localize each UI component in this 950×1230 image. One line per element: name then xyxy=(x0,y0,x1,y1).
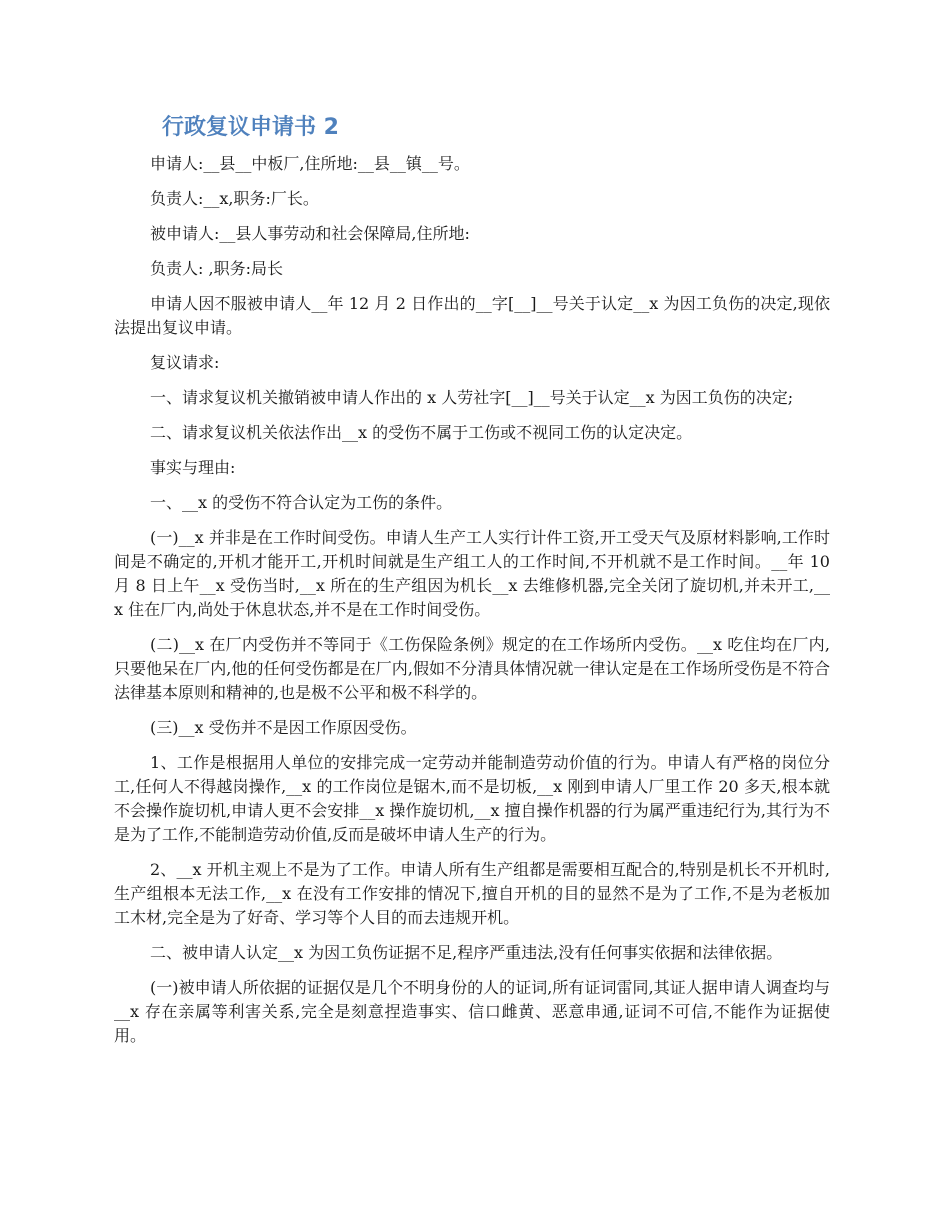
paragraph-applicant: 申请人:__县__中板厂,住所地:__县__镇__号。 xyxy=(150,154,470,173)
paragraph-reason-1-2: (二)__x 在厂内受伤并不等同于《工伤保险条例》规定的在工作场所内受伤。__x 吃住均在厂内,只要他呆在厂内,他的任何受伤都是在厂内,假如不分清具体情况就一律认定是在工作场所受伤是不符合法律基本原则和精神的,也是极不公平和极不科学的。 xyxy=(114,635,830,702)
paragraph-reason-2: 二、被申请人认定__x 为因工负伤证据不足,程序严重违法,没有任何事实依据和法律依据。 xyxy=(150,943,783,962)
paragraph-respondent-head: 负责人: ,职务:局长 xyxy=(150,259,283,278)
paragraph-reason-1-3-a: 1、工作是根据用人单位的安排完成一定劳动并能制造劳动价值的行为。申请人有严格的岗位分工,任何人不得越岗操作,__x 的工作岗位是锯木,而不是切板,__x 刚到申请人厂里工作 20 多天,根本就不会操作旋切机,申请人更不会安排__x 操作旋切机,__x 擅自操作机器的行为属严重违纪行为,其行为不是为了工作,不能制造劳动价值,反而是破坏申请人生产的行为。 xyxy=(114,753,830,844)
paragraph-request-1: 一、请求复议机关撤销被申请人作出的 x 人劳社字[__]__号关于认定__x 为因工负伤的决定; xyxy=(150,388,794,407)
paragraph-intro: 申请人因不服被申请人__年 12 月 2 日作出的__字[__]__号关于认定__x 为因工负伤的决定,现依法提出复议申请。 xyxy=(114,294,830,337)
paragraph-applicant-head: 负责人:__x,职务:厂长。 xyxy=(150,189,319,208)
document-title: 行政复议申请书 2 xyxy=(162,115,339,140)
paragraph-reason-1: 一、__x 的受伤不符合认定为工伤的条件。 xyxy=(150,493,453,512)
paragraph-requests-heading: 复议请求: xyxy=(150,353,220,372)
paragraph-respondent: 被申请人:__县人事劳动和社会保障局,住所地: xyxy=(150,224,470,243)
paragraph-reason-2-1: (一)被申请人所依据的证据仅是几个不明身份的人的证词,所有证词雷同,其证人据申请人调查均与__x 存在亲属等利害关系,完全是刻意捏造事实、信口雌黄、恶意串通,证词不可信,不能作为证据使用。 xyxy=(114,978,830,1045)
paragraph-facts-heading: 事实与理由: xyxy=(150,458,236,477)
paragraph-reason-1-1: (一)__x 并非是在工作时间受伤。申请人生产工人实行计件工资,开工受天气及原材料影响,工作时间是不确定的,开机才能开工,开机时间就是生产组工人的工作时间,不开机就不是工作时间。__年 10 月 8 日上午__x 受伤当时,__x 所在的生产组因为机长__x 去维修机器,完全关闭了旋切机,并未开工,__x 住在厂内,尚处于休息状态,并不是在工作时间受伤。 xyxy=(114,528,830,619)
document-body xyxy=(114,152,830,1059)
paragraph-reason-1-3-b: 2、__x 开机主观上不是为了工作。申请人所有生产组都是需要相互配合的,特别是机长不开机时,生产组根本无法工作,__x 在没有工作安排的情况下,擅自开机的目的显然不是为了工作,不是为老板加工木材,完全是为了好奇、学习等个人目的而去违规开机。 xyxy=(114,860,830,927)
paragraph-reason-1-3: (三)__x 受伤并不是因工作原因受伤。 xyxy=(150,718,417,737)
paragraph-request-2: 二、请求复议机关依法作出__x 的受伤不属于工伤或不视同工伤的认定决定。 xyxy=(150,423,693,442)
